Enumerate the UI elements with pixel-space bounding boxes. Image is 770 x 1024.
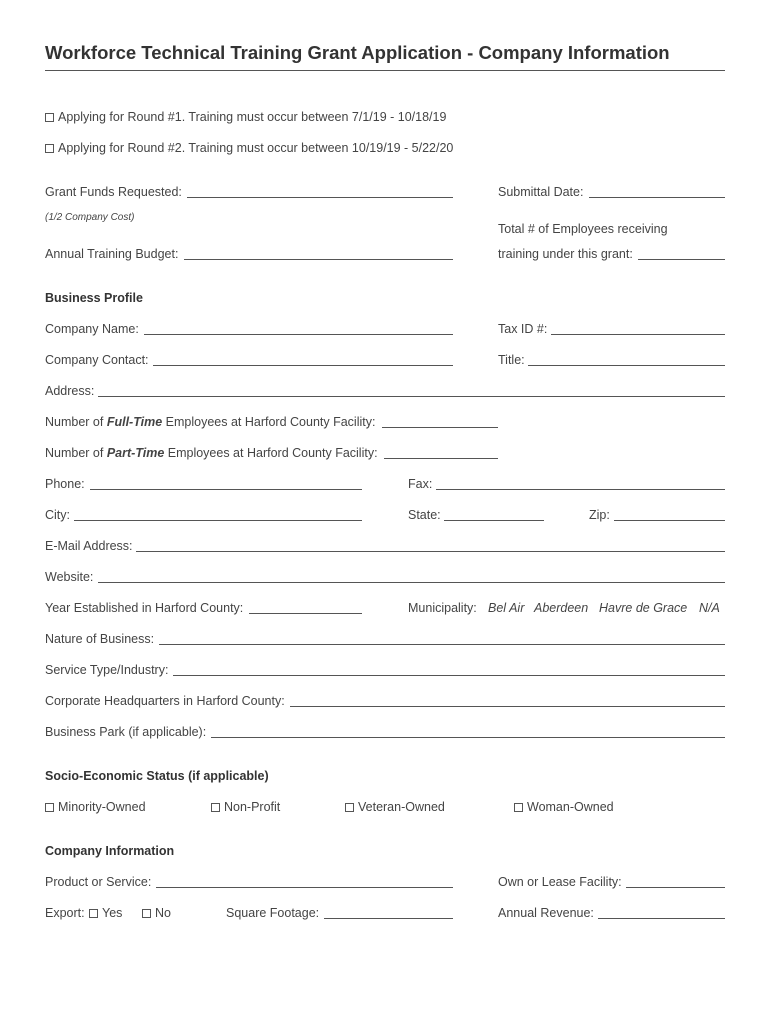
export-yes-option[interactable] [89,906,122,920]
municipality-label: Municipality: [408,601,477,615]
part-time-suffix: Employees at Harford County Facility: [164,446,378,460]
annual-revenue-field[interactable] [598,918,725,919]
employees-training-field[interactable] [638,259,725,260]
round2-checkbox[interactable] [45,144,54,153]
phone-field[interactable] [90,489,362,490]
headquarters-field[interactable] [290,706,725,707]
square-footage-field[interactable] [324,918,453,919]
non-profit-checkbox[interactable] [211,803,220,812]
full-time-prefix: Number of [45,415,107,429]
year-established-field[interactable] [249,613,362,614]
part-time-prefix: Number of [45,446,107,460]
product-service-label: Product or Service: [45,875,152,889]
round2-option[interactable] [45,141,453,155]
state-label: State: [408,508,441,522]
veteran-owned-option[interactable] [345,800,445,814]
export-yes-checkbox[interactable] [89,909,98,918]
address-label: Address: [45,384,95,398]
company-contact-field[interactable] [153,365,453,366]
annual-revenue-label: Annual Revenue: [498,906,594,920]
company-information-heading: Company Information [45,844,175,858]
website-label: Website: [45,570,94,584]
minority-owned-label: Minority-Owned [58,800,146,814]
company-name-label: Company Name: [45,322,139,336]
year-established-label: Year Established in Harford County: [45,601,244,615]
full-time-suffix: Employees at Harford County Facility: [162,415,376,429]
city-label: City: [45,508,70,522]
business-park-label: Business Park (if applicable): [45,725,207,739]
tax-id-field[interactable] [551,334,725,335]
round1-checkbox[interactable] [45,113,54,122]
address-field[interactable] [98,396,725,397]
website-field[interactable] [98,582,725,583]
socio-economic-heading: Socio-Economic Status (if applicable) [45,769,269,783]
municipality-option-aberdeen[interactable]: Aberdeen [534,601,589,615]
company-name-field[interactable] [144,334,453,335]
non-profit-option[interactable] [211,800,280,814]
company-contact-label: Company Contact: [45,353,149,367]
title-divider [45,70,725,71]
submittal-date-field[interactable] [589,197,725,198]
zip-field[interactable] [614,520,725,521]
city-field[interactable] [74,520,362,521]
export-no-label: No [155,906,171,920]
export-no-checkbox[interactable] [142,909,151,918]
full-time-field[interactable] [382,427,498,428]
full-time-emphasis: Full-Time [106,415,163,429]
fax-label: Fax: [408,477,433,491]
state-field[interactable] [444,520,544,521]
employees-receiving-label: Total # of Employees receiving [498,222,668,236]
own-lease-label: Own or Lease Facility: [498,875,622,889]
service-type-field[interactable] [173,675,725,676]
minority-owned-checkbox[interactable] [45,803,54,812]
nature-of-business-label: Nature of Business: [45,632,155,646]
part-time-field[interactable] [384,458,498,459]
contact-title-label: Title: [498,353,525,367]
zip-label: Zip: [589,508,610,522]
square-footage-label: Square Footage: [226,906,320,920]
business-park-field[interactable] [211,737,725,738]
round2-label: Applying for Round #2. Training must occur between 10/19/19 - 5/22/20 [58,141,454,155]
grant-funds-label: Grant Funds Requested: [45,185,182,199]
employees-training-label: training under this grant: [498,247,633,261]
veteran-owned-checkbox[interactable] [345,803,354,812]
nature-of-business-field[interactable] [159,644,725,645]
non-profit-label: Non-Profit [224,800,281,814]
service-type-label: Service Type/Industry: [45,663,169,677]
email-label: E-Mail Address: [45,539,133,553]
minority-owned-option[interactable] [45,800,146,814]
export-no-option[interactable] [142,906,171,920]
round1-label: Applying for Round #1. Training must occur between 7/1/19 - 10/18/19 [58,110,447,124]
municipality-option-na[interactable]: N/A [699,601,720,615]
part-time-emphasis: Part-Time [106,446,165,460]
product-service-field[interactable] [156,887,453,888]
contact-title-field[interactable] [528,365,725,366]
grant-funds-field[interactable] [187,197,453,198]
annual-budget-label: Annual Training Budget: [45,247,179,261]
form-title: Workforce Technical Training Grant Application - Company Information [45,42,670,63]
own-lease-field[interactable] [626,887,725,888]
full-time-label [45,415,375,429]
export-label: Export: [45,906,85,920]
annual-budget-field[interactable] [184,259,453,260]
woman-owned-option[interactable] [514,800,614,814]
municipality-option-bel-air[interactable]: Bel Air [488,601,525,615]
submittal-date-label: Submittal Date: [498,185,584,199]
tax-id-label: Tax ID #: [498,322,548,336]
veteran-owned-label: Veteran-Owned [358,800,445,814]
business-profile-heading: Business Profile [45,291,143,305]
export-yes-label: Yes [102,906,123,920]
woman-owned-checkbox[interactable] [514,803,523,812]
half-cost-note: (1/2 Company Cost) [45,212,135,223]
round1-option[interactable] [45,110,446,124]
woman-owned-label: Woman-Owned [527,800,614,814]
municipality-option-havre-de-grace[interactable]: Havre de Grace [599,601,688,615]
part-time-label [45,446,378,460]
fax-field[interactable] [436,489,725,490]
phone-label: Phone: [45,477,85,491]
email-field[interactable] [136,551,725,552]
headquarters-label: Corporate Headquarters in Harford County: [45,694,285,708]
